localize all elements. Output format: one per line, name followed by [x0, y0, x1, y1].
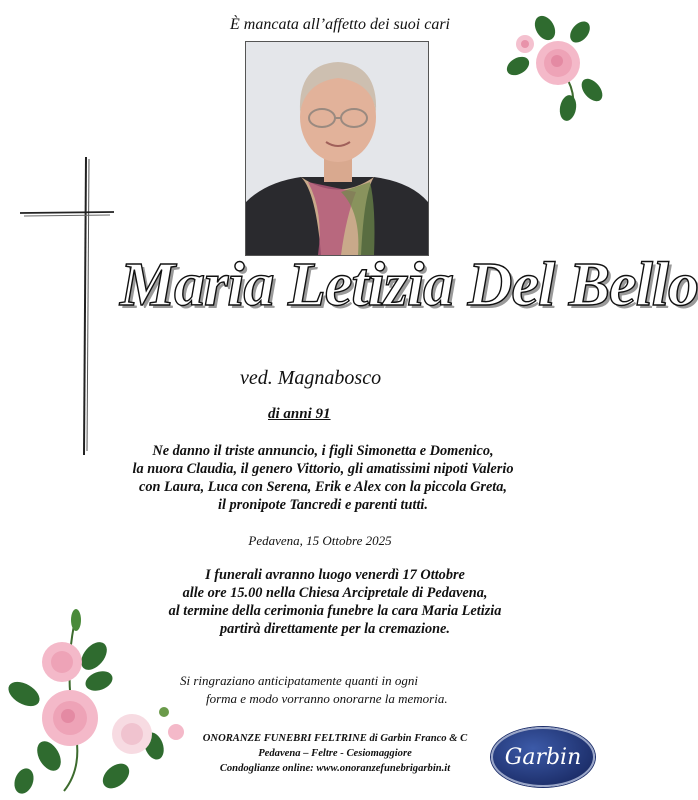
- agency-website: Condoglianze online: www.onoranzefunebrigarbin.it: [219, 763, 451, 774]
- rose-decoration-bottom-icon: [4, 606, 194, 796]
- garbin-logo: [491, 727, 595, 787]
- announcement-line: con Laura, Luca con Serena, Erik e Alex con la piccola Greta,: [139, 479, 507, 495]
- age: di anni 91: [268, 406, 331, 422]
- announcement-line: la nuora Claudia, il genero Vittorio, gli amatissimi nipoti Valerio: [132, 461, 514, 477]
- logo-text: Garbin: [504, 744, 582, 770]
- thanks-line: Si ringraziano anticipatamente quanti in ogni: [180, 673, 418, 688]
- agency-locations: Pedavena – Feltre - Cesiomaggiore: [258, 748, 412, 759]
- portrait-photo: [245, 41, 429, 256]
- place-date: Pedavena, 15 Ottobre 2025: [248, 533, 392, 548]
- cross-icon: [18, 155, 118, 460]
- funeral-line: I funerali avranno luogo venerdì 17 Ottobre: [205, 567, 465, 583]
- funeral-line: alle ore 15.00 nella Chiesa Arcipretale di Pedavena,: [182, 585, 488, 601]
- announcement-line: il pronipote Tancredi e parenti tutti.: [218, 497, 428, 513]
- funeral-line: partirà direttamente per la cremazione.: [220, 621, 450, 637]
- rose-decoration-top-icon: [500, 8, 605, 126]
- thanks-line: forma e modo vorranno onorarne la memoria.: [206, 691, 448, 706]
- announcement-line: Ne danno il triste annuncio, i figli Simonetta e Domenico,: [152, 443, 494, 459]
- deceased-name: Maria Letizia Del Bello: [120, 251, 698, 319]
- agency-name: ONORANZE FUNEBRI FELTRINE di Garbin Franco & C: [202, 733, 468, 744]
- announcement: [108, 442, 538, 514]
- funeral-agency: [185, 731, 485, 776]
- funeral-line: al termine della cerimonia funebre la cara Maria Letizia: [168, 603, 502, 619]
- intro-line: È mancata all’affetto dei suoi cari: [230, 16, 450, 33]
- thanks-note: [180, 672, 480, 708]
- widow-of: ved. Magnabosco: [240, 367, 382, 389]
